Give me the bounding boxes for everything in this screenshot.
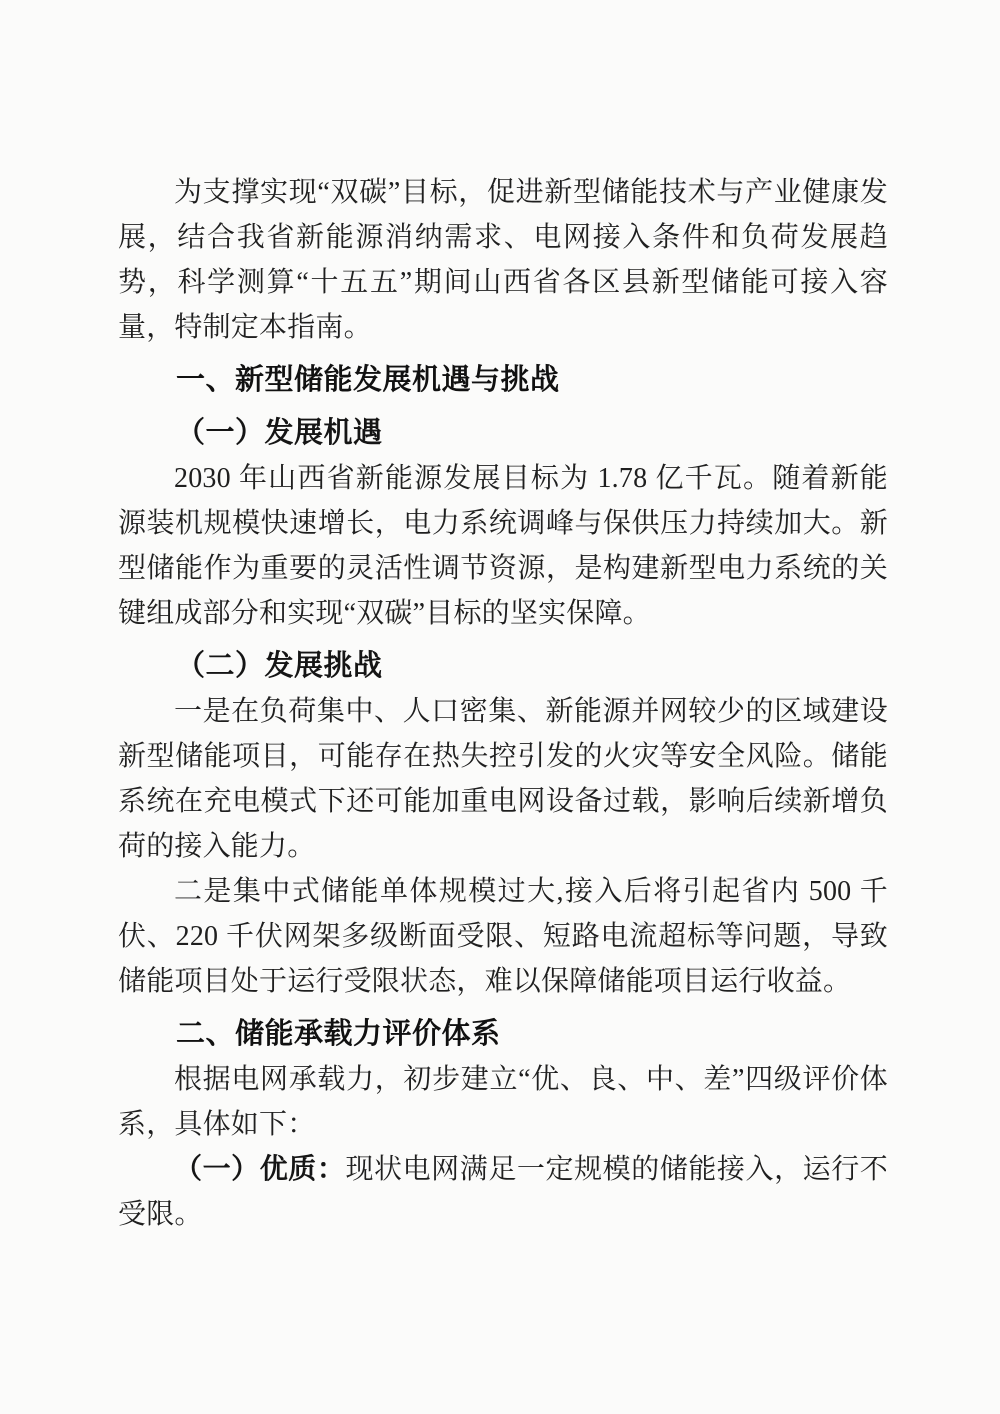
paragraph-grade-excellent xyxy=(118,1147,888,1237)
paragraph-development-opportunity: 2030 年山西省新能源发展目标为 1.78 亿千瓦。随着新能源装机规模快速增长，电力系统调峰与保供压力持续加大。新型储能作为重要的灵活性调节资源，是构建新型电力系统的关键组成部分和实现“双碳”目标的坚实保障。 xyxy=(118,463,888,629)
grade-excellent-text: 现状电网满足一定规模的储能接入，运行不受限。 xyxy=(118,1154,888,1230)
paragraph-intro: 为支撑实现“双碳”目标，促进新型储能技术与产业健康发展，结合我省新能源消纳需求、电网接入条件和负荷发展趋势，科学测算“十五五”期间山西省各区县新型储能可接入容量，特制定本指南。 xyxy=(118,177,888,343)
subheading-development-opportunity: （一）发展机遇 xyxy=(176,417,383,449)
document-body xyxy=(118,170,888,1237)
heading-section-1: 一、新型储能发展机遇与挑战 xyxy=(176,364,560,396)
grade-excellent-label: （一）优质： xyxy=(174,1154,346,1185)
paragraph-evaluation-intro: 根据电网承载力，初步建立“优、良、中、差”四级评价体系，具体如下： xyxy=(118,1064,888,1140)
subheading-development-challenge: （二）发展挑战 xyxy=(176,650,383,682)
heading-section-2: 二、储能承载力评价体系 xyxy=(176,1018,501,1050)
paragraph-challenge-2: 二是集中式储能单体规模过大,接入后将引起省内 500 千伏、220 千伏网架多级断面受限、短路电流超标等问题，导致储能项目处于运行受限状态，难以保障储能项目运行收益。 xyxy=(118,876,888,997)
paragraph-challenge-1: 一是在负荷集中、人口密集、新能源并网较少的区域建设新型储能项目，可能存在热失控引发的火灾等安全风险。储能系统在充电模式下还可能加重电网设备过载，影响后续新增负荷的接入能力。 xyxy=(118,696,888,862)
